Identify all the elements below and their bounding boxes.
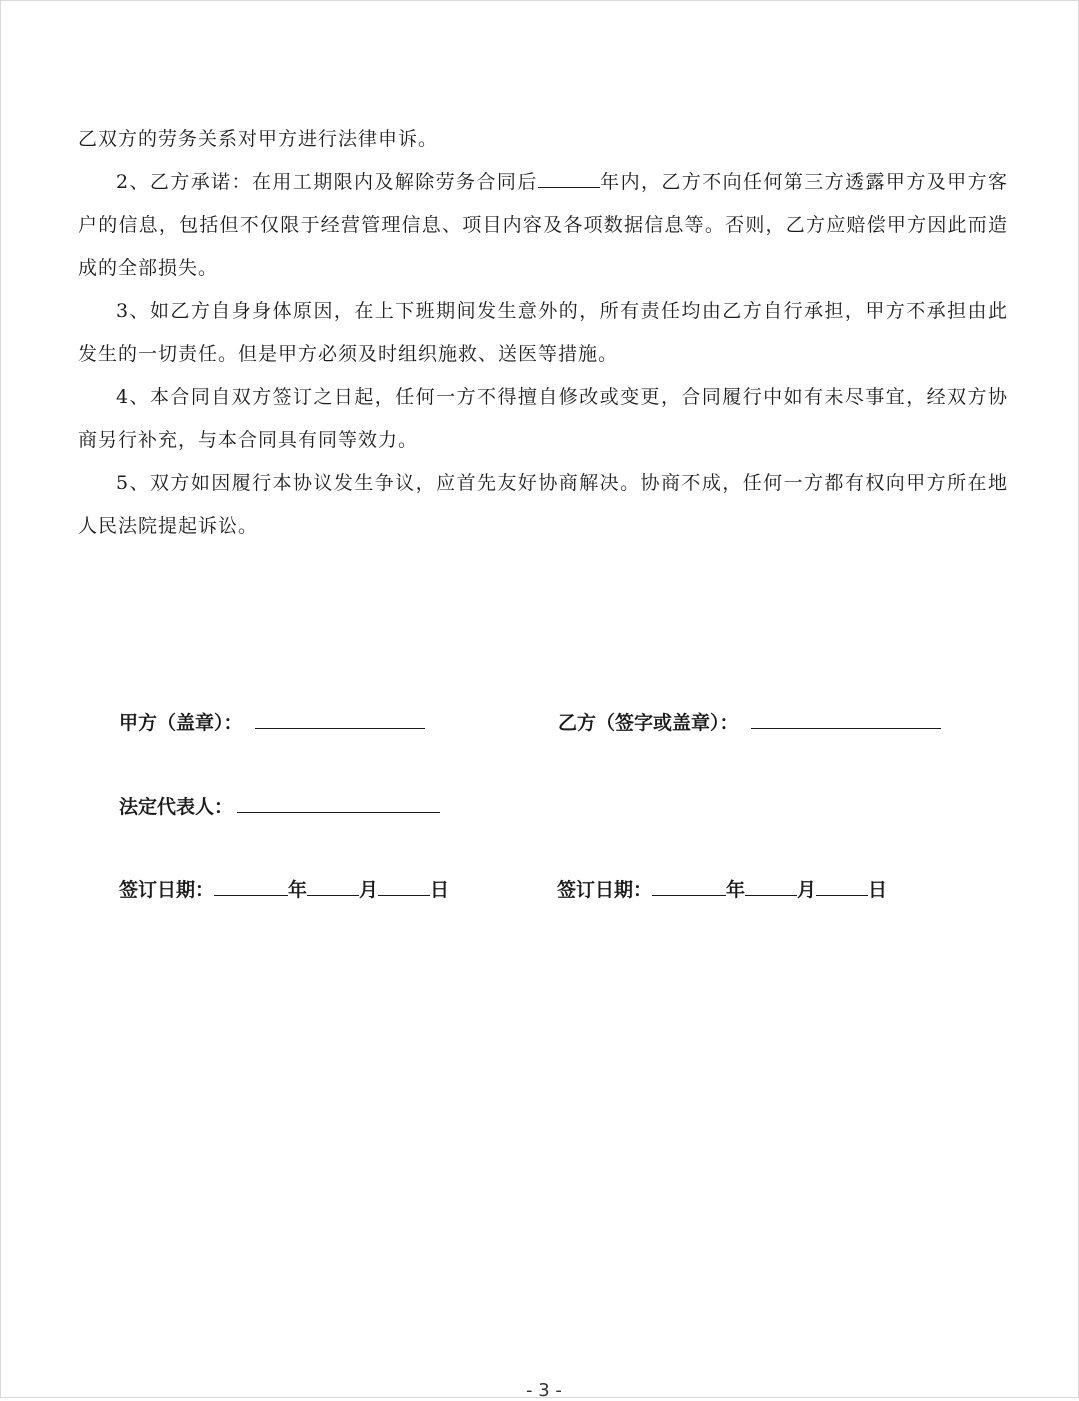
month-label-b: 月 [797, 879, 817, 901]
month-label-a: 月 [359, 879, 379, 901]
clause-2 [78, 161, 1008, 290]
day-line-b [816, 875, 868, 896]
page-number: - 3 - [526, 1380, 562, 1401]
party-b-label: 乙方（签字或盖章）： [558, 712, 739, 734]
legal-rep-label: 法定代表人： [119, 796, 234, 818]
clause-3: 3、如乙方自身身体原因，在上下班期间发生意外的，所有责任均由乙方自行承担，甲方不承担由此发生的一切责任。但是甲方必须及时组织施救、送医等措施。 [78, 300, 1008, 365]
clause-4: 4、本合同自双方签订之日起，任何一方不得擅自修改或变更，合同履行中如有未尽事宜，经双方协商另行补充，与本合同具有同等效力。 [78, 386, 1008, 451]
year-label-b: 年 [726, 879, 746, 901]
clause-2-text-start: 2、乙方承诺：在用工期限内及解除劳务合同后 [116, 171, 538, 193]
year-line-a [214, 875, 288, 896]
day-label-a: 日 [430, 879, 450, 901]
party-a-signature [119, 708, 425, 735]
day-label-b: 日 [868, 879, 888, 901]
year-line-b [652, 875, 726, 896]
party-b-sign-date [557, 875, 887, 902]
year-label-a: 年 [288, 879, 308, 901]
party-a-sign-date [119, 875, 449, 902]
party-b-signature [558, 708, 941, 735]
party-b-seal-line [751, 708, 941, 729]
clause-5: 5、双方如因履行本协议发生争议，应首先友好协商解决。协商不成，任何一方都有权向甲方所在地人民法院提起诉讼。 [78, 472, 1008, 537]
clause-2-text-end: 年内，乙方不向任何第三方透露甲方及甲方客户的信息，包括但不仅限于经营管理信息、项目内容及各项数据信息等。否则，乙方应赔偿甲方因此而造成的全部损失。 [78, 171, 1008, 279]
date-label-a: 签订日期： [119, 879, 215, 901]
date-label-b: 签订日期： [557, 879, 653, 901]
month-line-b [745, 875, 797, 896]
party-a-seal-line [255, 708, 425, 729]
month-line-a [307, 875, 359, 896]
contract-body [78, 118, 1008, 548]
years-blank [538, 165, 600, 188]
legal-representative [119, 792, 440, 819]
legal-rep-line [237, 792, 440, 813]
day-line-a [378, 875, 430, 896]
paragraph-continuation: 乙双方的劳务关系对甲方进行法律申诉。 [78, 128, 439, 150]
party-a-label: 甲方（盖章）： [119, 712, 243, 734]
